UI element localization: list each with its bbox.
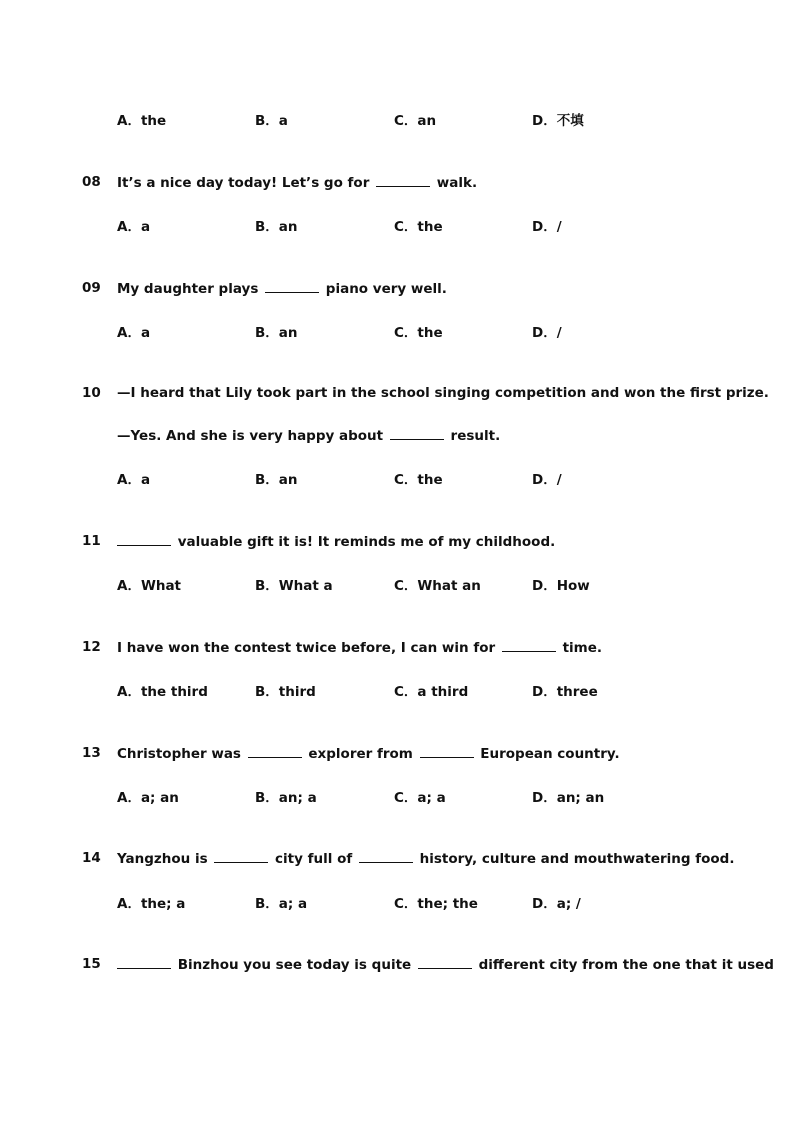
q10-question-line-2 bbox=[117, 427, 500, 444]
q07-option-b[interactable]: B．a bbox=[255, 113, 288, 129]
answer-blank bbox=[117, 956, 171, 969]
question-text-part: My daughter plays bbox=[117, 281, 259, 297]
question-text-part: It’s a nice day today! Let’s go for bbox=[117, 175, 370, 191]
question-text bbox=[117, 639, 602, 656]
q13-options bbox=[117, 786, 717, 806]
q09-question bbox=[82, 280, 722, 300]
q11-question bbox=[82, 533, 722, 553]
question-number: 15 bbox=[82, 956, 101, 972]
answer-blank bbox=[248, 745, 302, 758]
answer-blank bbox=[214, 850, 268, 863]
question-text bbox=[117, 850, 734, 867]
q09-option-a[interactable]: A．a bbox=[117, 325, 151, 341]
q14-option-a[interactable]: A．the; a bbox=[117, 896, 186, 912]
answer-blank bbox=[420, 745, 474, 758]
q10-option-b[interactable]: B．an bbox=[255, 472, 298, 488]
q13-option-a[interactable]: A．a; an bbox=[117, 790, 179, 806]
q12-question bbox=[82, 639, 722, 659]
q09-option-b[interactable]: B．an bbox=[255, 325, 298, 341]
question-text-part: result. bbox=[450, 428, 501, 444]
q12-option-b[interactable]: B．third bbox=[255, 684, 316, 700]
q11-option-d[interactable]: D．How bbox=[532, 578, 590, 594]
q07-option-d[interactable]: D．不填 bbox=[532, 113, 584, 129]
q08-option-b[interactable]: B．an bbox=[255, 219, 298, 235]
q11-option-c[interactable]: C．What an bbox=[394, 578, 481, 594]
q12-option-d[interactable]: D．three bbox=[532, 684, 598, 700]
q14-question bbox=[82, 850, 735, 870]
q12-option-a[interactable]: A．the third bbox=[117, 684, 208, 700]
q14-options bbox=[117, 892, 717, 912]
question-number: 11 bbox=[82, 533, 101, 549]
q13-question bbox=[82, 745, 722, 765]
q07-option-a[interactable]: A．the bbox=[117, 113, 167, 129]
answer-blank bbox=[376, 174, 430, 187]
answer-blank bbox=[359, 850, 413, 863]
q10-option-d[interactable]: D．/ bbox=[532, 472, 562, 488]
answer-blank bbox=[418, 956, 472, 969]
question-text-part: history, culture and mouthwatering food. bbox=[419, 851, 735, 867]
q11-options bbox=[117, 574, 717, 594]
answer-blank bbox=[390, 427, 444, 440]
question-text-part: different city from the one that it used bbox=[478, 957, 774, 973]
question-text-part: Yangzhou is bbox=[117, 851, 208, 867]
question-text bbox=[117, 745, 620, 762]
question-text bbox=[117, 533, 555, 550]
q14-option-d[interactable]: D．a; / bbox=[532, 896, 581, 912]
question-text-part: valuable gift it is! It reminds me of my childhood. bbox=[177, 534, 556, 550]
q12-options bbox=[117, 680, 717, 700]
question-text-part: piano very well. bbox=[325, 281, 447, 297]
question-text-part: city full of bbox=[275, 851, 353, 867]
q08-question bbox=[82, 174, 722, 194]
question-number: 10 bbox=[82, 385, 101, 401]
question-number: 13 bbox=[82, 745, 101, 761]
q07-options bbox=[117, 109, 717, 129]
question-number: 08 bbox=[82, 174, 101, 190]
answer-blank bbox=[502, 639, 556, 652]
q14-option-c[interactable]: C．the; the bbox=[394, 896, 478, 912]
question-text-part: European country. bbox=[480, 746, 620, 762]
q07-option-c[interactable]: C．an bbox=[394, 113, 437, 129]
q09-options bbox=[117, 321, 717, 341]
q13-option-c[interactable]: C．a; a bbox=[394, 790, 446, 806]
q14-option-b[interactable]: B．a; a bbox=[255, 896, 308, 912]
question-text-part: Binzhou you see today is quite bbox=[177, 957, 412, 973]
q11-option-b[interactable]: B．What a bbox=[255, 578, 333, 594]
q08-options bbox=[117, 215, 717, 235]
q10-option-a[interactable]: A．a bbox=[117, 472, 151, 488]
question-text bbox=[117, 956, 774, 973]
question-number: 09 bbox=[82, 280, 101, 296]
question-text-part: walk. bbox=[436, 175, 478, 191]
q13-option-d[interactable]: D．an; an bbox=[532, 790, 605, 806]
question-text bbox=[117, 280, 447, 297]
q13-option-b[interactable]: B．an; a bbox=[255, 790, 317, 806]
question-text-part: time. bbox=[562, 640, 602, 656]
question-number: 14 bbox=[82, 850, 101, 866]
q10-question bbox=[82, 385, 769, 405]
question-text-part: explorer from bbox=[308, 746, 413, 762]
question-text-part: Christopher was bbox=[117, 746, 241, 762]
question-text bbox=[117, 174, 477, 191]
q12-option-c[interactable]: C．a third bbox=[394, 684, 469, 700]
question-text-part: I have won the contest twice before, I can win for bbox=[117, 640, 496, 656]
q09-option-d[interactable]: D．/ bbox=[532, 325, 562, 341]
answer-blank bbox=[117, 533, 171, 546]
q08-option-a[interactable]: A．a bbox=[117, 219, 151, 235]
question-text-part: —Yes. And she is very happy about bbox=[117, 428, 384, 444]
q09-option-c[interactable]: C．the bbox=[394, 325, 443, 341]
q08-option-c[interactable]: C．the bbox=[394, 219, 443, 235]
q10-option-c[interactable]: C．the bbox=[394, 472, 443, 488]
question-number: 12 bbox=[82, 639, 101, 655]
question-text: —I heard that Lily took part in the school singing competition and won the first prize. bbox=[117, 385, 769, 401]
q11-option-a[interactable]: A．What bbox=[117, 578, 182, 594]
answer-blank bbox=[265, 280, 319, 293]
q10-options bbox=[117, 468, 717, 488]
q15-question bbox=[82, 956, 782, 976]
q08-option-d[interactable]: D．/ bbox=[532, 219, 562, 235]
